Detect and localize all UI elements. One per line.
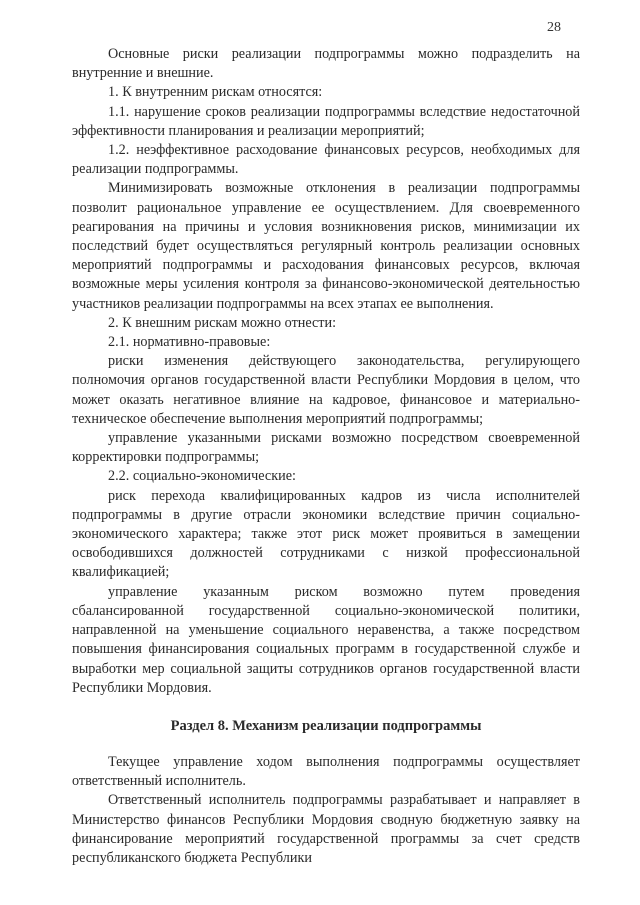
document-body [72,45,580,868]
paragraph: Основные риски реализации подпрограммы можно подразделить на внутренние и внешние. [72,46,580,82]
paragraph: 1.1. нарушение сроков реализации подпрограммы вследствие недостаточной эффективности планирования и реализации мероприятий; [72,103,580,139]
page-number: 28 [547,20,561,35]
section-heading: Раздел 8. Механизм реализации подпрограммы [170,717,482,734]
paragraph: управление указанными рисками возможно посредством своевременной корректировки подпрограммы; [72,430,580,466]
paragraph: Минимизировать возможные отклонения в реализации подпрограммы позволит рациональное управление ее осуществлением. Для своевременного реагирования на причины и условия возникновения рисков, минимизации их последствий будет осуществляться регулярный контроль реализации основных мероприятий подпрограммы и расходования финансовых ресурсов, включая возможные меры усиления контроля за финансово-экономической деятельностью участников реализации подпрограммы на всех этапах ее выполнения. [72,180,580,312]
paragraph: 2. К внешним рискам можно отнести: [108,314,337,331]
paragraph: 2.2. социально-экономические: [108,468,296,485]
paragraph: риски изменения действующего законодательства, регулирующего полномочия органов государственной власти Республики Мордовия в целом, что может оказать негативное влияние на кадровое, финансовое и материально-техническое обеспечение выполнения мероприятий подпрограммы; [72,353,580,427]
paragraph: Ответственный исполнитель подпрограммы разрабатывает и направляет в Министерство финансов Республики Мордовия сводную бюджетную заявку на финансирование мероприятий государственной программы за счет средств республиканского бюджета Республики [72,792,580,866]
paragraph: Текущее управление ходом выполнения подпрограммы осуществляет ответственный исполнитель. [72,753,580,790]
paragraph: управление указанным риском возможно путем проведения сбалансированной государственной социально-экономической политики, направленной на уменьшение социального неравенства, а также посредством повышения финансирования социальных программ в государственной службе и выработки мер социальной защиты сотрудников органов государственной власти Республики Мордовия. [72,583,580,696]
paragraph: 2.1. нормативно-правовые: [108,334,271,351]
paragraph: риск перехода квалифицированных кадров из числа исполнителей подпрограммы в другие отрасли экономики вследствие причин социально-экономического характера; также этот риск может проявиться в замещении освободившихся должностей сотрудниками с низкой профессиональной квалификацией; [72,487,580,581]
paragraph: 1. К внутренним рискам относятся: [108,84,323,101]
paragraph: 1.2. неэффективное расходование финансовых ресурсов, необходимых для реализации подпрограммы. [72,142,580,178]
